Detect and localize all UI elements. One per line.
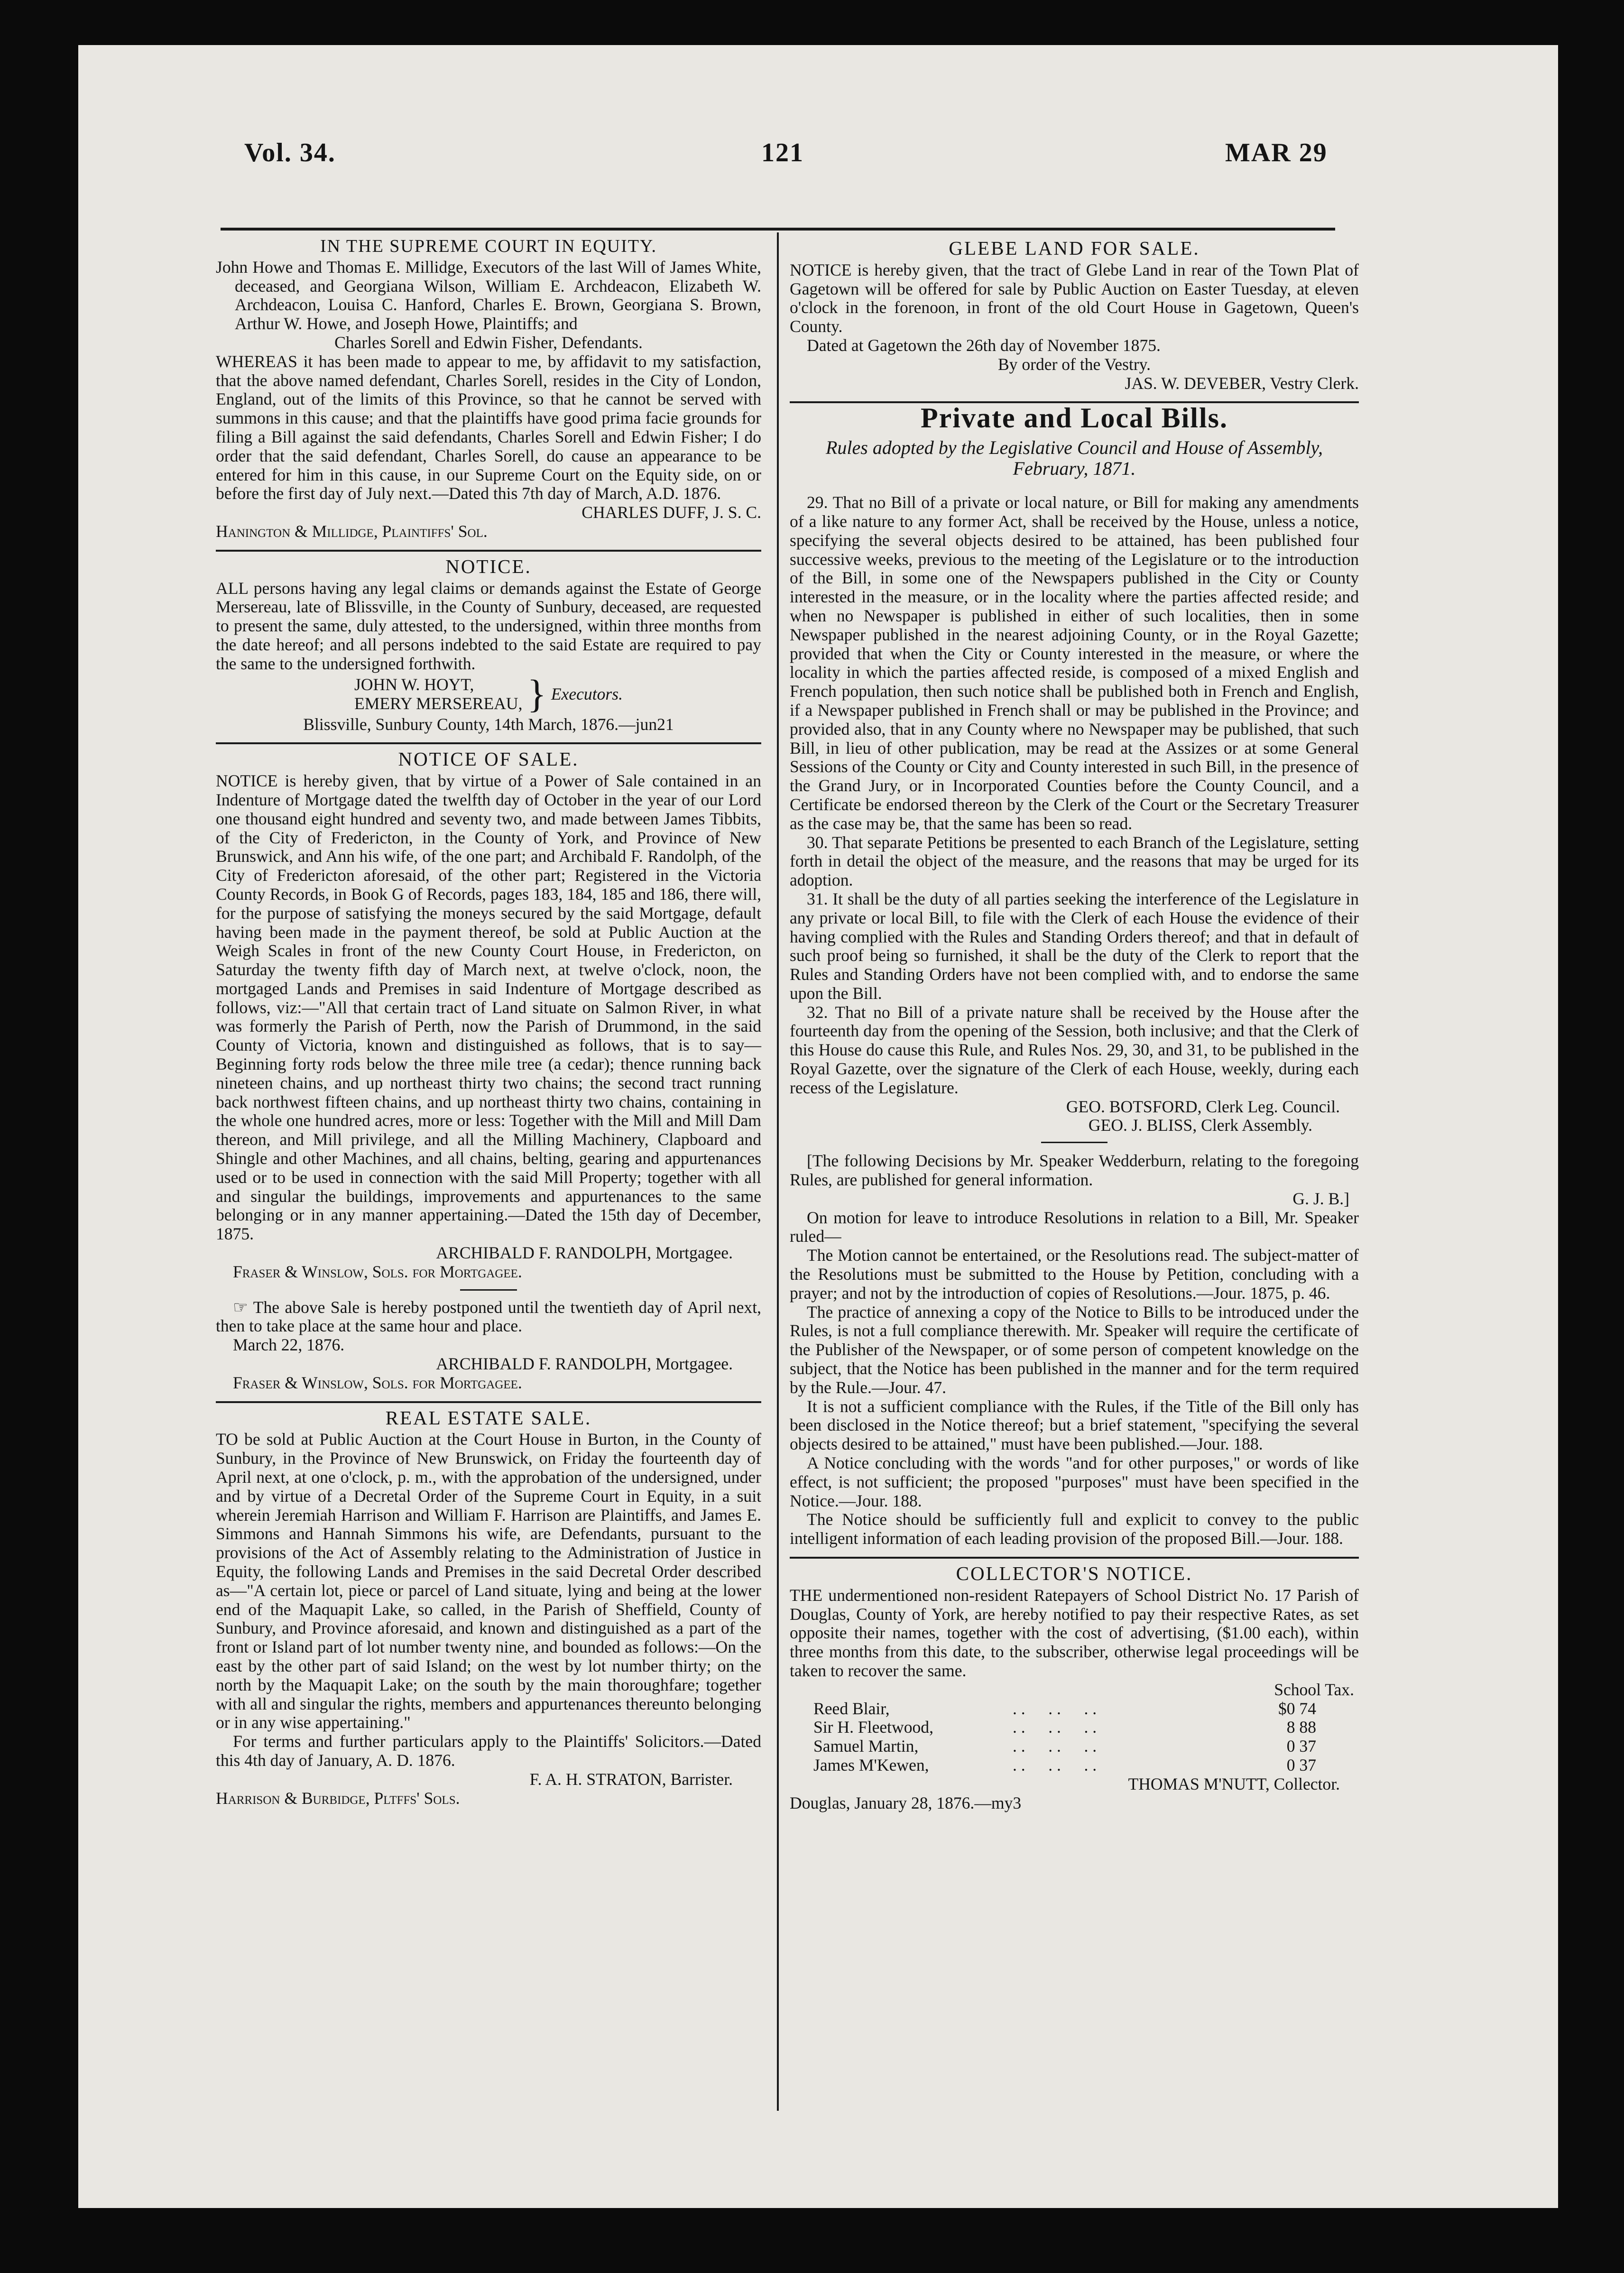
postponement-signature: ARCHIBALD F. RANDOLPH, Mortgagee. — [436, 1354, 733, 1374]
tax-amount: $0 74 — [1278, 1699, 1316, 1718]
clerk-signature: GEO. BOTSFORD, Clerk Leg. Council. — [1066, 1097, 1340, 1116]
estate-notice-heading: NOTICE. — [445, 555, 532, 577]
supreme-court-heading: IN THE SUPREME COURT IN EQUITY. — [320, 236, 657, 256]
dot-leader: . . — [1013, 1718, 1025, 1737]
issue-date: MAR 29 — [1225, 138, 1328, 167]
section-rule — [216, 1401, 761, 1403]
decisions-initials: G. J. B.] — [1292, 1189, 1349, 1208]
column-header: School Tax. — [1274, 1680, 1354, 1699]
tax-amount: 0 37 — [1286, 1737, 1316, 1756]
right-column — [790, 237, 1359, 1812]
short-rule — [460, 1289, 517, 1291]
postponement-text: The above Sale is hereby postponed until the twentieth day of April next, then to take place at the same hour and place. — [216, 1297, 761, 1336]
estate-notice — [216, 557, 761, 734]
volume-label: Vol. 34. — [244, 138, 336, 167]
real-estate-heading: REAL ESTATE SALE. — [385, 1406, 592, 1429]
table-row — [790, 1718, 1359, 1737]
notice-of-sale-heading: NOTICE OF SALE. — [398, 748, 579, 770]
executor-name: JOHN W. HOYT, — [354, 675, 474, 694]
left-column — [216, 237, 761, 1808]
dot-leader: . . — [1013, 1755, 1025, 1774]
postponement-date: March 22, 1876. — [233, 1335, 345, 1355]
decision-paragraph: On motion for leave to introduce Resolutions in relation to a Bill, Mr. Speaker ruled— — [790, 1208, 1359, 1246]
table-row — [790, 1756, 1359, 1775]
ratepayer-name: Reed Blair, — [813, 1699, 890, 1718]
collector-signature: THOMAS M'NUTT, Collector. — [1128, 1774, 1340, 1793]
decisions-intro: [The following Decisions by Mr. Speaker Wedderburn, relating to the foregoing Rules, are published for general information. — [790, 1151, 1359, 1190]
section-rule — [216, 550, 761, 552]
postponement-solicitors: Fraser & Winslow, Sols. for Mortgagee. — [233, 1373, 522, 1392]
collectors-notice — [790, 1564, 1359, 1812]
dot-leader: . . — [1084, 1755, 1097, 1774]
ratepayer-name: James M'Kewen, — [813, 1755, 929, 1774]
glebe-dated: Dated at Gagetown the 26th day of November 1875. — [807, 335, 1161, 355]
private-bills-heading: Private and Local Bills. — [921, 402, 1228, 434]
ratepayer-name: Sir H. Fleetwood, — [813, 1718, 933, 1737]
glebe-body: NOTICE is hereby given, that the tract of Glebe Land in rear of the Town Plat of Gagetown will be offered for sale by Public Auction on Easter Tuesday, at eleven o'clock in the forenoon, in front of the old Court House in Gagetown, Queen's County. — [790, 260, 1359, 336]
private-local-bills — [790, 402, 1359, 1548]
dot-leader: . . — [1084, 1737, 1097, 1756]
real-estate-signature: F. A. H. STRATON, Barrister. — [529, 1769, 733, 1789]
glebe-land-notice — [790, 239, 1359, 393]
dot-leader: . . — [1048, 1755, 1061, 1774]
rule-paragraph: 32. That no Bill of a private nature shall be received by the House after the fourteenth day from the opening of the Session, both inclusive; and that the Clerk of this House do cause this Rule, and Rules Nos. 29, 30, and 31, to be published in the Royal Gazette, over the signature of the Clerk of each House, weekly, during each recess of the Legislature. — [790, 1002, 1359, 1097]
dot-leader: . . — [1048, 1699, 1061, 1718]
notice-of-sale-solicitors: Fraser & Winslow, Sols. for Mortgagee. — [233, 1262, 522, 1281]
supreme-court-notice — [216, 237, 761, 541]
dot-leader: . . — [1048, 1737, 1061, 1756]
notice-of-sale-body: NOTICE is hereby given, that by virtue of a Power of Sale contained in an Indenture of Mortgage dated the twelfth day of October in the year of our Lord one thousand eight hundred and seventy two, and made between James Tibbits, of the City of Fredericton, in the County of York, and Province of New Brunswick, and Ann his wife, of the one part; and Archibald F. Randolph, of the City of Fredericton aforesaid, of the other part; Registered in the Victoria County Records, in Book G of Records, pages 183, 184, 185 and 186, there will, for the purpose of satisfying the moneys secured by the said Mortgage, default having been made in the payment thereof, be sold at Public Auction at the Weigh Scales in front of the new County Court House, in Fredericton, on Saturday the twenty fifth day of March next, at twelve o'clock, noon, the mortgaged Lands and Premises in said Indenture of Mortgage described as follows, viz:—"All that certain tract of Land situate on Salmon River, in what was formerly the Parish of Perth, now the Parish of Drummond, in the said County of Victoria, known and distinguished as follows, that is to say—Beginning forty rods below the three mile tree (a cedar); thence running back nineteen chains, and up northeast thirty two chains; the second tract running back northwest fifteen chains, and up northeast thirty two chains, containing in the whole one hundred acres, more or less: Together with the Mill and Mill Dam thereon, and Mill privilege, and all the Milling Machinery, Clapboard and Shingle and other Machines, and all chains, belting, gearing and appurtenances used or to be used in connection with the said Mill Property; together with all and singular the buildings, improvements and appurtenances to the same belonging or in any manner appertaining.—Dated the 15th day of December, 1875. — [216, 771, 761, 1244]
glebe-order: By order of the Vestry. — [997, 354, 1151, 374]
table-row — [790, 1700, 1359, 1719]
dot-leader: . . — [1048, 1718, 1061, 1737]
executors-block — [216, 672, 761, 716]
rule-paragraph: 30. That separate Petitions be presented to each Branch of the Legislature, setting forth in detail the object of the measure, and the reasons that may be urged for its adoption. — [790, 832, 1359, 890]
notice-of-sale — [216, 750, 761, 1392]
header-rule — [221, 228, 1335, 231]
private-bills-subheading: Rules adopted by the Legislative Council and House of Assembly, February, 1871. — [825, 437, 1323, 480]
glebe-heading: GLEBE LAND FOR SALE. — [949, 237, 1200, 259]
collector-body: THE undermentioned non-resident Ratepayers of School District No. 17 Parish of Douglas, County of York, are hereby notified to pay their respective Rates, as set opposite their names, together with the cost of advertising, ($1.00 each), within three months from this date, to the subscriber, otherwise legal proceedings will be taken to recover the same. — [790, 1585, 1359, 1680]
decision-paragraph: A Notice concluding with the words "and for other purposes," or words of like effect, is not sufficient; the proposed "purposes" must have been specified in the Notice.—Jour. 188. — [790, 1453, 1359, 1510]
pointing-hand-icon: ☞ — [233, 1297, 248, 1317]
real-estate-sale — [216, 1406, 761, 1808]
page-number: 121 — [761, 138, 804, 167]
real-estate-body: TO be sold at Public Auction at the Court House in Burton, in the County of Sunbury, in the Province of New Brunswick, on Friday the fourteenth day of April next, at one o'clock, p. m., with the approbation of the undersigned, under and by virtue of a Decretal Order of the Supreme Court in Equity, in a suit wherein Jeremiah Harrison and William F. Harrison are Plaintiffs, and James E. Simmons and Hannah Simmons his wife, are Defendants, pursuant to the provisions of the Act of Assembly relating to the Administration of Justice in Equity, the following Lands and Premises in the said Decretal Order described as—"A certain lot, piece or parcel of Land situate, lying and being at the lower end of the Maquapit Lake, so called, in the Parish of Sheffield, County of Sunbury, and Province aforesaid, and known and distinguished as a part of the front or Island part of lot number twenty nine, and bounded as follows:—On the east by the other part of said Island; on the west by lot number thirty; on the north by the Maquapit Lake; on the south by the main thoroughfare; together with all and singular the rights, members and appurtenances thereunto belonging or in any wise appertaining." — [216, 1430, 761, 1732]
postponement-notice — [216, 1298, 761, 1336]
glebe-signature: JAS. W. DEVEBER, Vestry Clerk. — [1125, 373, 1359, 393]
collector-heading: COLLECTOR'S NOTICE. — [956, 1562, 1193, 1584]
decision-paragraph: It is not a sufficient compliance with the Rules, if the Title of the Bill only has been disclosed in the Notice thereof; but a brief statement, "specifying the several objects desired to be attained," must have been published.—Jour. 188. — [790, 1396, 1359, 1454]
estate-notice-body: ALL persons having any legal claims or demands against the Estate of George Mersereau, late of Blissville, in the County of Sunbury, deceased, are requested to present the same, duly attested, to the undersigned, within three months from the date hereof; and all persons indebted to the said Estate are required to pay the same to the undersigned forthwith. — [216, 578, 761, 673]
real-estate-terms: For terms and further particulars apply to the Plaintiffs' Solicitors.—Dated this 4th day of January, A. D. 1876. — [216, 1732, 761, 1770]
estate-notice-place-date: Blissville, Sunbury County, 14th March, 1876.—jun21 — [303, 714, 674, 734]
dot-leader: . . — [1013, 1737, 1025, 1756]
decision-paragraph: The Notice should be sufficiently full and explicit to convey to the public intelligent information of each leading provision of the proposed Bill.—Jour. 188. — [790, 1510, 1359, 1548]
dot-leader: . . — [1013, 1699, 1025, 1718]
collector-place-date: Douglas, January 28, 1876.—my3 — [790, 1793, 1022, 1812]
real-estate-solicitors: Harrison & Burbidge, Pltffs' Sols. — [216, 1788, 460, 1808]
supreme-court-body: WHEREAS it has been made to appear to me, by affidavit to my satisfaction, that the above named defendant, Charles Sorell, resides in the City of London, England, out of the limits of this Province, so that he cannot be served with summons in this cause; and that the plaintiffs have good prima facie grounds for filing a Bill against the said defendants, Charles Sorell and Edwin Fisher; I do order that the said defendant, Charles Sorell, do cause an appearance to be entered for him in this cause, in our Supreme Court on the Equity side, on or before the first day of July next.—Dated this 7th day of March, A.D. 1876. — [216, 351, 761, 503]
tax-amount: 8 88 — [1286, 1718, 1316, 1737]
table-header-row — [790, 1681, 1359, 1700]
decision-paragraph: The practice of annexing a copy of the Notice to Bills to be introduced under the Rules, is not a full compliance therewith. Mr. Speaker will require the certificate of the Publisher of the Newspaper, or of some person of competent knowledge on the subject, that the Notice has been published in the manner and for the term required by the Rule.—Jour. 47. — [790, 1302, 1359, 1397]
rule-paragraph: 29. That no Bill of a private or local nature, or Bill for making any amendments of a like nature to any former Act, shall be received by the House, unless a notice, specifying the several objects desired to be attained, has been published four successive weeks, previous to the meeting of the Legislature or to the introduction of the Bill, in some one of the Newspapers published in the City or County interested in the measure, or in the locality where the parties affected reside; and when no Newspaper is published in either of such localities, then in some Newspaper published in the nearest adjoining County, or in the Royal Gazette; provided that when the City or County interested in the measure, or where the locality in which the parties affected reside, is composed of a mixed English and French population, then such notice shall be published both in French and English, if a Newspaper published in French shall or may be published in the Province; and provided also, that in any County where no Newspaper may be published, that such Bill, in lieu of other publication, may be read at the Assizes or at some General Sessions of the County or City and County interested in such Bill, in the presence of the Grand Jury, or in Incorporated Counties before the County Council, and a Certificate be endorsed thereon by the Clerk of the Court or the Secretary Treasurer as the case may be, that the same has been so read. — [790, 493, 1359, 833]
tax-table — [790, 1681, 1359, 1775]
tax-amount: 0 37 — [1286, 1755, 1316, 1774]
short-rule — [1041, 1142, 1107, 1143]
executors-label: Executors. — [551, 684, 623, 703]
section-rule — [790, 1557, 1359, 1559]
supreme-court-defendants: Charles Sorell and Edwin Fisher, Defendants. — [334, 333, 643, 352]
supreme-court-signature: CHARLES DUFF, J. S. C. — [581, 503, 761, 522]
supreme-court-parties: John Howe and Thomas E. Millidge, Executors of the last Will of James White, deceased, and Georgiana Wilson, William E. Archdeacon, Elizabeth W. Archdeacon, Louisa C. Hanford, Charles E. Brown, Georgiana S. Brown, Arthur W. Howe, and Joseph Howe, Plaintiffs; and — [216, 257, 761, 333]
rule-paragraph: 31. It shall be the duty of all parties seeking the interference of the Legislature in any private or local Bill, to file with the Clerk of each House the evidence of their having complied with the Rules and Standing Orders thereof; and that in default of such proof being so furnished, it shall be the duty of the Clerk to report that the Rules and Standing Orders have not been complied with, and to endorse the same upon the Bill. — [790, 889, 1359, 1003]
ratepayer-name: Samuel Martin, — [813, 1737, 919, 1756]
column-divider — [777, 232, 779, 2111]
clerk-signature: GEO. J. BLISS, Clerk Assembly. — [1088, 1116, 1312, 1135]
executor-name: EMERY MERSEREAU, — [354, 693, 523, 713]
decision-paragraph: The Motion cannot be entertained, or the Resolutions read. The subject-matter of the Resolutions must be submitted to the House by Petition, concluding with a prayer; and not by the introduction of copies of Resolutions.—Jour. 1875, p. 46. — [790, 1246, 1359, 1303]
table-row — [790, 1737, 1359, 1756]
section-rule — [216, 742, 761, 744]
brace: } — [527, 672, 546, 716]
dot-leader: . . — [1084, 1699, 1097, 1718]
dot-leader: . . — [1084, 1718, 1097, 1737]
supreme-court-solicitors: Hanington & Millidge, Plaintiffs' Sol. — [216, 521, 488, 541]
notice-of-sale-signature: ARCHIBALD F. RANDOLPH, Mortgagee. — [436, 1243, 733, 1263]
